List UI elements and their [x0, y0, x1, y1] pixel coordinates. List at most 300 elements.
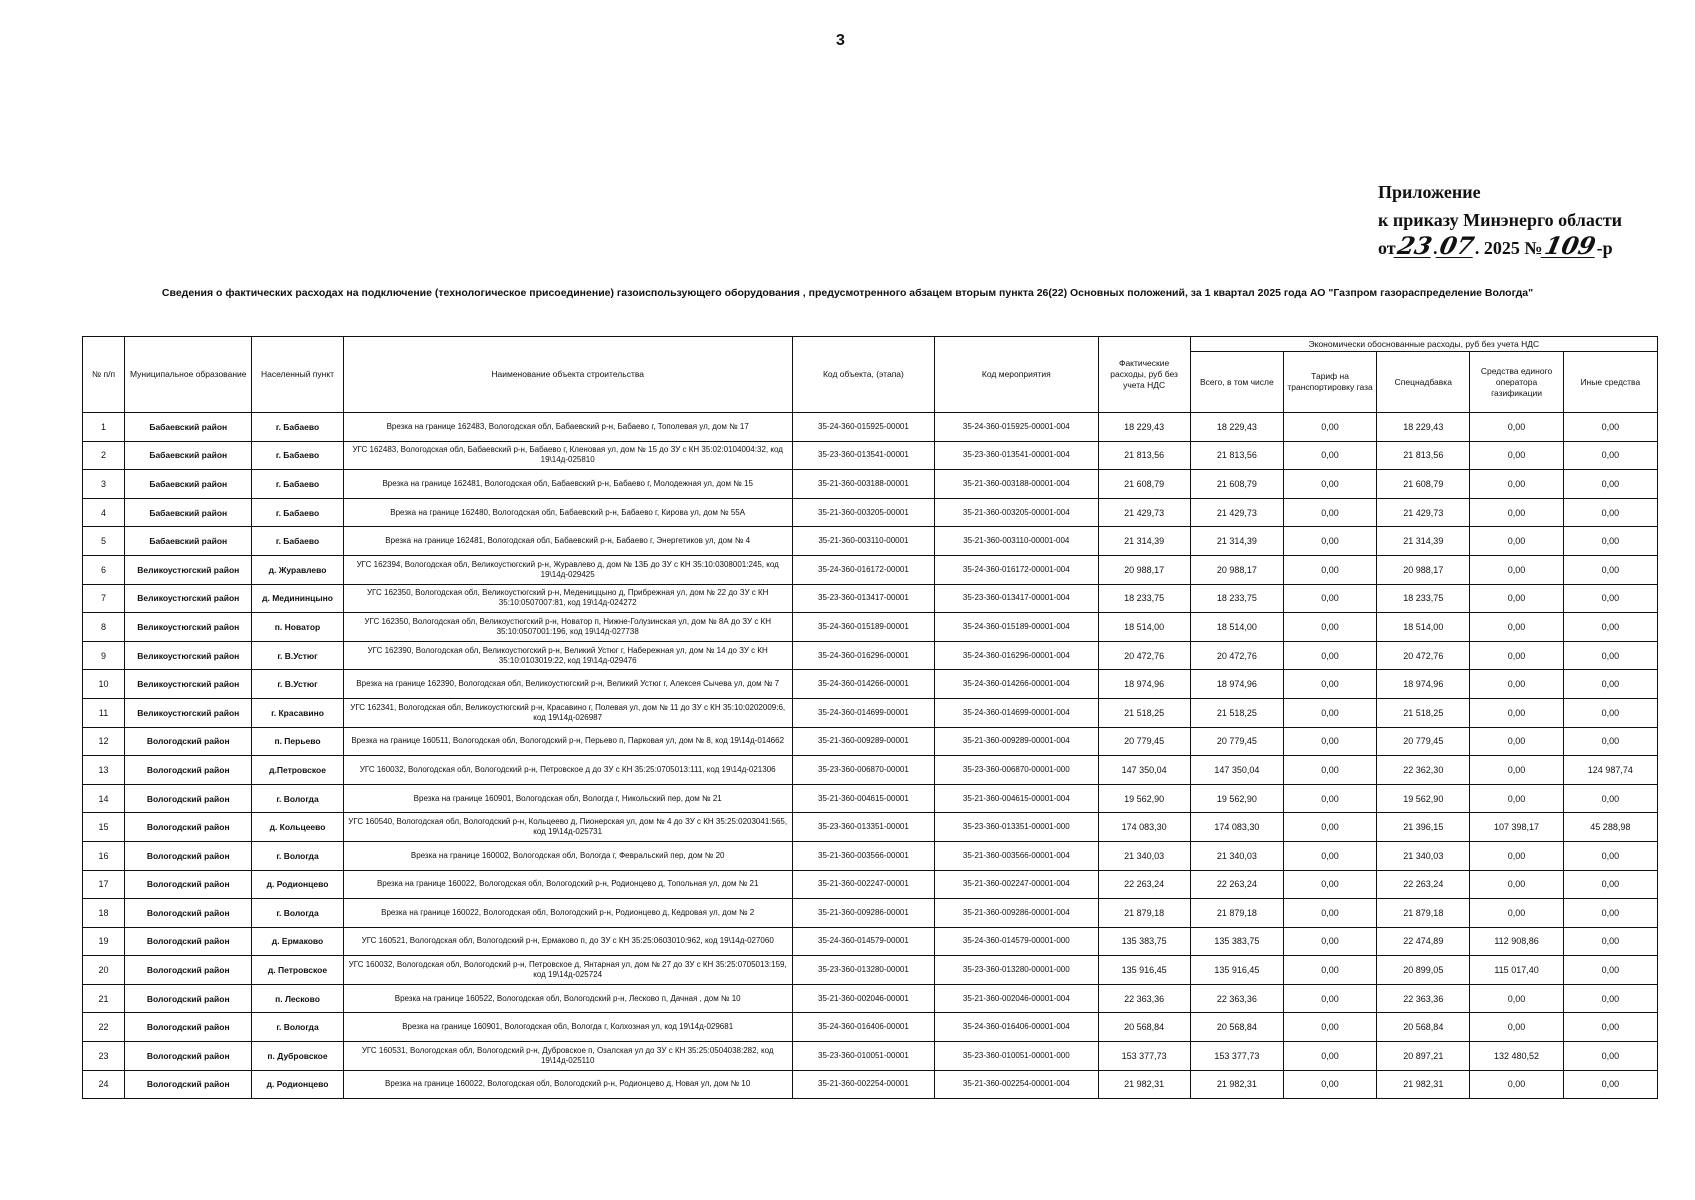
object-code-cell: 35-21-360-003566-00001 — [792, 841, 934, 870]
other-cell: 0,00 — [1563, 1070, 1657, 1099]
date-prefix: от — [1378, 238, 1396, 258]
object-code-cell: 35-24-360-015925-00001 — [792, 413, 934, 442]
other-cell: 0,00 — [1563, 1013, 1657, 1042]
total-cell: 21 813,56 — [1190, 441, 1283, 470]
object-code-cell: 35-21-360-002046-00001 — [792, 984, 934, 1013]
object-name-cell: Врезка на границе 160511, Вологодская обл, Вологодский р-н, Перьево п, Парковая ул, дом № 8, код 19\14д-014662 — [343, 727, 792, 756]
object-name-cell: Врезка на границе 160522, Вологодская обл, Вологодский р-н, Лесково п, Дачная , дом № 10 — [343, 984, 792, 1013]
tariff-cell: 0,00 — [1283, 698, 1376, 727]
object-name-cell: Врезка на границе 162390, Вологодская обл, Великоустюгский р-н, Великий Устюг г, Алексея Сычева ул, дом № 7 — [343, 670, 792, 699]
municipality-cell: Великоустюгский район — [125, 641, 252, 670]
object-name-cell: Врезка на границе 160901, Вологодская обл, Вологда г, Колхозная ул, код 19\14д-029681 — [343, 1013, 792, 1042]
table-row — [83, 670, 1658, 699]
event-code-cell: 35-23-360-013351-00001-000 — [935, 813, 1098, 842]
table-row — [83, 784, 1658, 813]
operator-cell: 0,00 — [1470, 527, 1563, 556]
header-tariff: Тариф на транспортировку газа — [1283, 352, 1376, 413]
operator-cell: 0,00 — [1470, 727, 1563, 756]
total-cell: 21 340,03 — [1190, 841, 1283, 870]
event-code-cell: 35-21-360-003566-00001-004 — [935, 841, 1098, 870]
other-cell: 0,00 — [1563, 498, 1657, 527]
settlement-cell: п. Новатор — [252, 613, 343, 642]
table-row — [83, 413, 1658, 442]
settlement-cell: п. Дубровское — [252, 1042, 343, 1071]
operator-cell: 0,00 — [1470, 413, 1563, 442]
special-cell: 20 988,17 — [1377, 555, 1470, 584]
total-cell: 21 982,31 — [1190, 1070, 1283, 1099]
object-name-cell: УГС 160531, Вологодская обл, Вологодский р-н, Дубровское п, Озалская ул до ЗУ с КН 35:25:0504038:282, код 19\14д-025110 — [343, 1042, 792, 1071]
year-and-number-label: . 2025 № — [1474, 238, 1543, 258]
row-number: 9 — [83, 641, 125, 670]
table-row — [83, 870, 1658, 899]
operator-cell: 0,00 — [1470, 756, 1563, 785]
date-dot: . — [1433, 238, 1438, 258]
other-cell: 0,00 — [1563, 670, 1657, 699]
actual-costs-cell: 147 350,04 — [1098, 756, 1190, 785]
row-number: 3 — [83, 470, 125, 499]
special-cell: 21 879,18 — [1377, 899, 1470, 928]
settlement-cell: г. В.Устюг — [252, 670, 343, 699]
object-code-cell: 35-21-360-002254-00001 — [792, 1070, 934, 1099]
actual-costs-cell: 21 429,73 — [1098, 498, 1190, 527]
appendix-date-line — [1378, 231, 1622, 262]
tariff-cell: 0,00 — [1283, 784, 1376, 813]
operator-cell: 0,00 — [1470, 441, 1563, 470]
table-row — [83, 527, 1658, 556]
event-code-cell: 35-23-360-006870-00001-000 — [935, 756, 1098, 785]
header-other: Иные средства — [1563, 352, 1657, 413]
event-code-cell: 35-21-360-002046-00001-004 — [935, 984, 1098, 1013]
municipality-cell: Вологодский район — [125, 784, 252, 813]
tariff-cell: 0,00 — [1283, 641, 1376, 670]
other-cell: 0,00 — [1563, 698, 1657, 727]
table-row — [83, 984, 1658, 1013]
row-number: 18 — [83, 899, 125, 928]
other-cell: 0,00 — [1563, 927, 1657, 956]
object-name-cell: УГС 162341, Вологодская обл, Великоустюгский р-н, Красавино г, Полевая ул, дом № 11 до ЗУ с КН 35:10:0202009:6, код 19\14д-026987 — [343, 698, 792, 727]
object-name-cell: УГС 162350, Вологодская обл, Великоустюгский р-н, Новатор п, Нижне-Голузинская ул, дом № 8А до ЗУ с КН 35:10:0507001:196, код 19\14д-027738 — [343, 613, 792, 642]
actual-costs-cell: 18 233,75 — [1098, 584, 1190, 613]
header-special: Спецнадбавка — [1377, 352, 1470, 413]
municipality-cell: Великоустюгский район — [125, 698, 252, 727]
object-name-cell: УГС 160521, Вологодская обл, Вологодский р-н, Ермаково п, до ЗУ с КН 35:25:0603010:962, код 19\14д-027060 — [343, 927, 792, 956]
event-code-cell: 35-24-360-014579-00001-000 — [935, 927, 1098, 956]
tariff-cell: 0,00 — [1283, 470, 1376, 499]
actual-costs-cell: 20 472,76 — [1098, 641, 1190, 670]
other-cell: 0,00 — [1563, 984, 1657, 1013]
event-code-cell: 35-21-360-003110-00001-004 — [935, 527, 1098, 556]
event-code-cell: 35-21-360-003188-00001-004 — [935, 470, 1098, 499]
total-cell: 22 263,24 — [1190, 870, 1283, 899]
appendix-order: к приказу Минэнерго области — [1378, 210, 1623, 230]
header-object-name: Наименование объекта строительства — [343, 337, 792, 413]
row-number: 20 — [83, 956, 125, 985]
total-cell: 147 350,04 — [1190, 756, 1283, 785]
table-row — [83, 899, 1658, 928]
special-cell: 21 982,31 — [1377, 1070, 1470, 1099]
municipality-cell: Великоустюгский район — [125, 555, 252, 584]
total-cell: 21 879,18 — [1190, 899, 1283, 928]
event-code-cell: 35-21-360-003205-00001-004 — [935, 498, 1098, 527]
tariff-cell: 0,00 — [1283, 584, 1376, 613]
other-cell: 0,00 — [1563, 527, 1657, 556]
total-cell: 22 363,36 — [1190, 984, 1283, 1013]
municipality-cell: Бабаевский район — [125, 441, 252, 470]
other-cell: 0,00 — [1563, 470, 1657, 499]
row-number: 6 — [83, 555, 125, 584]
actual-costs-cell: 20 779,45 — [1098, 727, 1190, 756]
object-code-cell: 35-21-360-009286-00001 — [792, 899, 934, 928]
operator-cell: 0,00 — [1470, 1013, 1563, 1042]
object-code-cell: 35-24-360-016296-00001 — [792, 641, 934, 670]
municipality-cell: Вологодский район — [125, 813, 252, 842]
object-code-cell: 35-23-360-006870-00001 — [792, 756, 934, 785]
object-code-cell: 35-23-360-010051-00001 — [792, 1042, 934, 1071]
special-cell: 21 396,15 — [1377, 813, 1470, 842]
operator-cell: 0,00 — [1470, 613, 1563, 642]
total-cell: 153 377,73 — [1190, 1042, 1283, 1071]
actual-costs-cell: 21 879,18 — [1098, 899, 1190, 928]
object-code-cell: 35-21-360-002247-00001 — [792, 870, 934, 899]
tariff-cell: 0,00 — [1283, 870, 1376, 899]
table-row — [83, 756, 1658, 785]
other-cell: 0,00 — [1563, 727, 1657, 756]
settlement-cell: д. Журавлево — [252, 555, 343, 584]
municipality-cell: Вологодский район — [125, 927, 252, 956]
operator-cell: 0,00 — [1470, 555, 1563, 584]
total-cell: 20 568,84 — [1190, 1013, 1283, 1042]
page-number: 3 — [836, 32, 845, 49]
other-cell: 0,00 — [1563, 1042, 1657, 1071]
municipality-cell: Вологодский район — [125, 1013, 252, 1042]
total-cell: 21 518,25 — [1190, 698, 1283, 727]
table-row — [83, 584, 1658, 613]
special-cell: 21 314,39 — [1377, 527, 1470, 556]
special-cell: 18 229,43 — [1377, 413, 1470, 442]
municipality-cell: Великоустюгский район — [125, 670, 252, 699]
row-number: 14 — [83, 784, 125, 813]
tariff-cell: 0,00 — [1283, 1013, 1376, 1042]
municipality-cell: Вологодский район — [125, 1070, 252, 1099]
other-cell: 0,00 — [1563, 870, 1657, 899]
actual-costs-cell: 21 608,79 — [1098, 470, 1190, 499]
table-row — [83, 498, 1658, 527]
municipality-cell: Вологодский район — [125, 956, 252, 985]
table-row — [83, 470, 1658, 499]
tariff-cell: 0,00 — [1283, 498, 1376, 527]
other-cell: 0,00 — [1563, 584, 1657, 613]
actual-costs-cell: 174 083,30 — [1098, 813, 1190, 842]
municipality-cell: Вологодский район — [125, 841, 252, 870]
municipality-cell: Бабаевский район — [125, 527, 252, 556]
handwritten-order-number: 109 — [1541, 231, 1598, 260]
table-row — [83, 613, 1658, 642]
object-name-cell: УГС 162483, Вологодская обл, Бабаевский р-н, Бабаево г, Кленовая ул, дом № 15 до ЗУ с КН 35:02:0104004:32, код 19\14д-025810 — [343, 441, 792, 470]
total-cell: 20 472,76 — [1190, 641, 1283, 670]
row-number: 16 — [83, 841, 125, 870]
object-name-cell: Врезка на границе 160901, Вологодская обл, Вологда г, Никольский пер, дом № 21 — [343, 784, 792, 813]
actual-costs-cell: 18 974,96 — [1098, 670, 1190, 699]
event-code-cell: 35-24-360-015189-00001-004 — [935, 613, 1098, 642]
table-row — [83, 1013, 1658, 1042]
row-number: 11 — [83, 698, 125, 727]
other-cell: 0,00 — [1563, 641, 1657, 670]
event-code-cell: 35-24-360-016296-00001-004 — [935, 641, 1098, 670]
object-code-cell: 35-24-360-014579-00001 — [792, 927, 934, 956]
appendix-block — [1378, 178, 1622, 262]
special-cell: 18 974,96 — [1377, 670, 1470, 699]
tariff-cell: 0,00 — [1283, 527, 1376, 556]
object-name-cell: УГС 162390, Вологодская обл, Великоустюгский р-н, Великий Устюг г, Набережная ул, дом № 14 до ЗУ с КН 35:10:0103019:22, код 19\14д-029476 — [343, 641, 792, 670]
event-code-cell: 35-23-360-013280-00001-000 — [935, 956, 1098, 985]
operator-cell: 107 398,17 — [1470, 813, 1563, 842]
event-code-cell: 35-24-360-016406-00001-004 — [935, 1013, 1098, 1042]
event-code-cell: 35-24-360-014699-00001-004 — [935, 698, 1098, 727]
tariff-cell: 0,00 — [1283, 841, 1376, 870]
total-cell: 21 314,39 — [1190, 527, 1283, 556]
actual-costs-cell: 20 568,84 — [1098, 1013, 1190, 1042]
table-row — [83, 555, 1658, 584]
special-cell: 21 429,73 — [1377, 498, 1470, 527]
operator-cell: 0,00 — [1470, 899, 1563, 928]
tariff-cell: 0,00 — [1283, 1042, 1376, 1071]
object-name-cell: Врезка на границе 162480, Вологодская обл, Бабаевский р-н, Бабаево г, Кирова ул, дом № 55А — [343, 498, 792, 527]
object-name-cell: УГС 160032, Вологодская обл, Вологодский р-н, Петровское д, Янтарная ул, дом № 27 до ЗУ с КН 35:25:0705013:159, код 19\14д-025724 — [343, 956, 792, 985]
settlement-cell: г. Вологда — [252, 1013, 343, 1042]
object-name-cell: Врезка на границе 162481, Вологодская обл, Бабаевский р-н, Бабаево г, Энергетиков ул, дом № 4 — [343, 527, 792, 556]
object-code-cell: 35-24-360-016172-00001 — [792, 555, 934, 584]
object-code-cell: 35-24-360-016406-00001 — [792, 1013, 934, 1042]
municipality-cell: Вологодский район — [125, 727, 252, 756]
settlement-cell: п. Лесково — [252, 984, 343, 1013]
row-number: 19 — [83, 927, 125, 956]
object-code-cell: 35-21-360-009289-00001 — [792, 727, 934, 756]
tariff-cell: 0,00 — [1283, 813, 1376, 842]
event-code-cell: 35-21-360-009289-00001-004 — [935, 727, 1098, 756]
tariff-cell: 0,00 — [1283, 413, 1376, 442]
event-code-cell: 35-21-360-009286-00001-004 — [935, 899, 1098, 928]
municipality-cell: Вологодский район — [125, 1042, 252, 1071]
object-code-cell: 35-23-360-013351-00001 — [792, 813, 934, 842]
row-number: 22 — [83, 1013, 125, 1042]
actual-costs-cell: 22 363,36 — [1098, 984, 1190, 1013]
total-cell: 18 233,75 — [1190, 584, 1283, 613]
operator-cell: 115 017,40 — [1470, 956, 1563, 985]
table-body — [83, 413, 1658, 1099]
special-cell: 22 363,36 — [1377, 984, 1470, 1013]
settlement-cell: д. Медининцыно — [252, 584, 343, 613]
special-cell: 20 779,45 — [1377, 727, 1470, 756]
header-municipality: Муниципальное образование — [125, 337, 252, 413]
header-object-code: Код объекта, (этапа) — [792, 337, 934, 413]
municipality-cell: Вологодский район — [125, 870, 252, 899]
settlement-cell: п. Перьево — [252, 727, 343, 756]
object-name-cell: Врезка на границе 162483, Вологодская обл, Бабаевский р-н, Бабаево г, Тополевая ул, дом № 17 — [343, 413, 792, 442]
event-code-cell: 35-23-360-010051-00001-000 — [935, 1042, 1098, 1071]
table-row — [83, 641, 1658, 670]
object-code-cell: 35-23-360-013280-00001 — [792, 956, 934, 985]
object-code-cell: 35-23-360-013417-00001 — [792, 584, 934, 613]
total-cell: 21 429,73 — [1190, 498, 1283, 527]
other-cell: 0,00 — [1563, 413, 1657, 442]
table-row — [83, 956, 1658, 985]
tariff-cell: 0,00 — [1283, 756, 1376, 785]
object-code-cell: 35-21-360-004615-00001 — [792, 784, 934, 813]
operator-cell: 0,00 — [1470, 870, 1563, 899]
municipality-cell: Бабаевский район — [125, 470, 252, 499]
operator-cell: 0,00 — [1470, 498, 1563, 527]
total-cell: 20 779,45 — [1190, 727, 1283, 756]
object-code-cell: 35-24-360-014699-00001 — [792, 698, 934, 727]
actual-costs-cell: 19 562,90 — [1098, 784, 1190, 813]
settlement-cell: г. Вологда — [252, 841, 343, 870]
actual-costs-cell: 135 916,45 — [1098, 956, 1190, 985]
settlement-cell: д. Ермаково — [252, 927, 343, 956]
settlement-cell: г. Бабаево — [252, 413, 343, 442]
operator-cell: 0,00 — [1470, 698, 1563, 727]
special-cell: 22 263,24 — [1377, 870, 1470, 899]
total-cell: 135 383,75 — [1190, 927, 1283, 956]
table-row — [83, 727, 1658, 756]
row-number: 24 — [83, 1070, 125, 1099]
event-code-cell: 35-23-360-013541-00001-004 — [935, 441, 1098, 470]
header-settlement: Населенный пункт — [252, 337, 343, 413]
object-name-cell: Врезка на границе 162481, Вологодская обл, Бабаевский р-н, Бабаево г, Молодежная ул, дом № 15 — [343, 470, 792, 499]
row-number: 15 — [83, 813, 125, 842]
special-cell: 21 518,25 — [1377, 698, 1470, 727]
operator-cell: 0,00 — [1470, 584, 1563, 613]
total-cell: 18 229,43 — [1190, 413, 1283, 442]
row-number: 5 — [83, 527, 125, 556]
row-number: 21 — [83, 984, 125, 1013]
object-code-cell: 35-24-360-015189-00001 — [792, 613, 934, 642]
actual-costs-cell: 18 229,43 — [1098, 413, 1190, 442]
tariff-cell: 0,00 — [1283, 984, 1376, 1013]
total-cell: 18 514,00 — [1190, 613, 1283, 642]
other-cell: 0,00 — [1563, 555, 1657, 584]
actual-costs-cell: 18 514,00 — [1098, 613, 1190, 642]
other-cell: 0,00 — [1563, 784, 1657, 813]
object-name-cell: Врезка на границе 160022, Вологодская обл, Вологодский р-н, Родионцево д, Топольная ул, дом № 21 — [343, 870, 792, 899]
tariff-cell: 0,00 — [1283, 727, 1376, 756]
row-number: 17 — [83, 870, 125, 899]
settlement-cell: г. Бабаево — [252, 527, 343, 556]
object-name-cell: Врезка на границе 160022, Вологодская обл, Вологодский р-н, Родионцево д, Новая ул, дом № 10 — [343, 1070, 792, 1099]
other-cell: 124 987,74 — [1563, 756, 1657, 785]
table-row — [83, 698, 1658, 727]
object-name-cell: УГС 162350, Вологодская обл, Великоустюгский р-н, Медениццыно д, Прибрежная ул, дом № 22 до ЗУ с КН 35:10:0507007:81, код 19\14д-024272 — [343, 584, 792, 613]
object-code-cell: 35-24-360-014266-00001 — [792, 670, 934, 699]
table-row — [83, 927, 1658, 956]
object-name-cell: УГС 160540, Вологодская обл, Вологодский р-н, Кольцеево д, Пионерская ул, дом № 4 до ЗУ с КН 35:25:0203041:565, код 19\14д-025731 — [343, 813, 792, 842]
tariff-cell: 0,00 — [1283, 670, 1376, 699]
settlement-cell: д. Кольцеево — [252, 813, 343, 842]
special-cell: 22 474,89 — [1377, 927, 1470, 956]
event-code-cell: 35-21-360-004615-00001-004 — [935, 784, 1098, 813]
special-cell: 22 362,30 — [1377, 756, 1470, 785]
special-cell: 20 568,84 — [1377, 1013, 1470, 1042]
municipality-cell: Великоустюгский район — [125, 584, 252, 613]
municipality-cell: Бабаевский район — [125, 498, 252, 527]
actual-costs-cell: 21 813,56 — [1098, 441, 1190, 470]
total-cell: 19 562,90 — [1190, 784, 1283, 813]
header-event-code: Код мероприятия — [935, 337, 1098, 413]
header-actual-costs: Фактические расходы, руб без учета НДС — [1098, 337, 1190, 413]
row-number: 4 — [83, 498, 125, 527]
tariff-cell: 0,00 — [1283, 555, 1376, 584]
event-code-cell: 35-21-360-002247-00001-004 — [935, 870, 1098, 899]
tariff-cell: 0,00 — [1283, 956, 1376, 985]
row-number: 12 — [83, 727, 125, 756]
municipality-cell: Бабаевский район — [125, 413, 252, 442]
special-cell: 20 472,76 — [1377, 641, 1470, 670]
object-name-cell: Врезка на границе 160022, Вологодская обл, Вологодский р-н, Родионцево д, Кедровая ул, дом № 2 — [343, 899, 792, 928]
actual-costs-cell: 153 377,73 — [1098, 1042, 1190, 1071]
other-cell: 0,00 — [1563, 841, 1657, 870]
operator-cell: 132 480,52 — [1470, 1042, 1563, 1071]
other-cell: 0,00 — [1563, 441, 1657, 470]
event-code-cell: 35-24-360-014266-00001-004 — [935, 670, 1098, 699]
total-cell: 174 083,30 — [1190, 813, 1283, 842]
actual-costs-cell: 21 982,31 — [1098, 1070, 1190, 1099]
settlement-cell: г. Бабаево — [252, 498, 343, 527]
settlement-cell: г. Вологда — [252, 899, 343, 928]
object-code-cell: 35-21-360-003205-00001 — [792, 498, 934, 527]
object-code-cell: 35-21-360-003110-00001 — [792, 527, 934, 556]
operator-cell: 0,00 — [1470, 641, 1563, 670]
actual-costs-cell: 21 314,39 — [1098, 527, 1190, 556]
other-cell: 0,00 — [1563, 956, 1657, 985]
special-cell: 18 233,75 — [1377, 584, 1470, 613]
special-cell: 21 608,79 — [1377, 470, 1470, 499]
actual-costs-cell: 21 340,03 — [1098, 841, 1190, 870]
object-code-cell: 35-23-360-013541-00001 — [792, 441, 934, 470]
row-number: 2 — [83, 441, 125, 470]
row-number: 7 — [83, 584, 125, 613]
actual-costs-cell: 22 263,24 — [1098, 870, 1190, 899]
table-row — [83, 841, 1658, 870]
event-code-cell: 35-24-360-015925-00001-004 — [935, 413, 1098, 442]
tariff-cell: 0,00 — [1283, 899, 1376, 928]
table-row — [83, 1042, 1658, 1071]
event-code-cell: 35-23-360-013417-00001-004 — [935, 584, 1098, 613]
row-number: 8 — [83, 613, 125, 642]
settlement-cell: д. Родионцево — [252, 870, 343, 899]
settlement-cell: д. Родионцево — [252, 1070, 343, 1099]
table-row — [83, 1070, 1658, 1099]
object-code-cell: 35-21-360-003188-00001 — [792, 470, 934, 499]
table-row — [83, 813, 1658, 842]
costs-table — [82, 336, 1658, 1099]
operator-cell: 0,00 — [1470, 784, 1563, 813]
municipality-cell: Вологодский район — [125, 756, 252, 785]
operator-cell: 0,00 — [1470, 470, 1563, 499]
special-cell: 19 562,90 — [1377, 784, 1470, 813]
settlement-cell: д. Петровское — [252, 956, 343, 985]
object-name-cell: УГС 160032, Вологодская обл, Вологодский р-н, Петровское д до ЗУ с КН 35:25:0705013:111, код 19\14д-021306 — [343, 756, 792, 785]
document-title: Сведения о фактических расходах на подключение (технологическое присоединение) газоиспользующего оборудования , предусмотренного абзацем вторым пункта 26(22) Основных положений, за 1 квартал 2025 года АО "Газпром газораспределение Вологда" — [161, 287, 1534, 299]
municipality-cell: Великоустюгский район — [125, 613, 252, 642]
settlement-cell: г. Красавино — [252, 698, 343, 727]
special-cell: 21 340,03 — [1377, 841, 1470, 870]
row-number: 13 — [83, 756, 125, 785]
settlement-cell: г. В.Устюг — [252, 641, 343, 670]
other-cell: 45 288,98 — [1563, 813, 1657, 842]
header-operator: Средства единого оператора газификации — [1470, 352, 1563, 413]
special-cell: 21 813,56 — [1377, 441, 1470, 470]
settlement-cell: г. Бабаево — [252, 441, 343, 470]
operator-cell: 0,00 — [1470, 670, 1563, 699]
